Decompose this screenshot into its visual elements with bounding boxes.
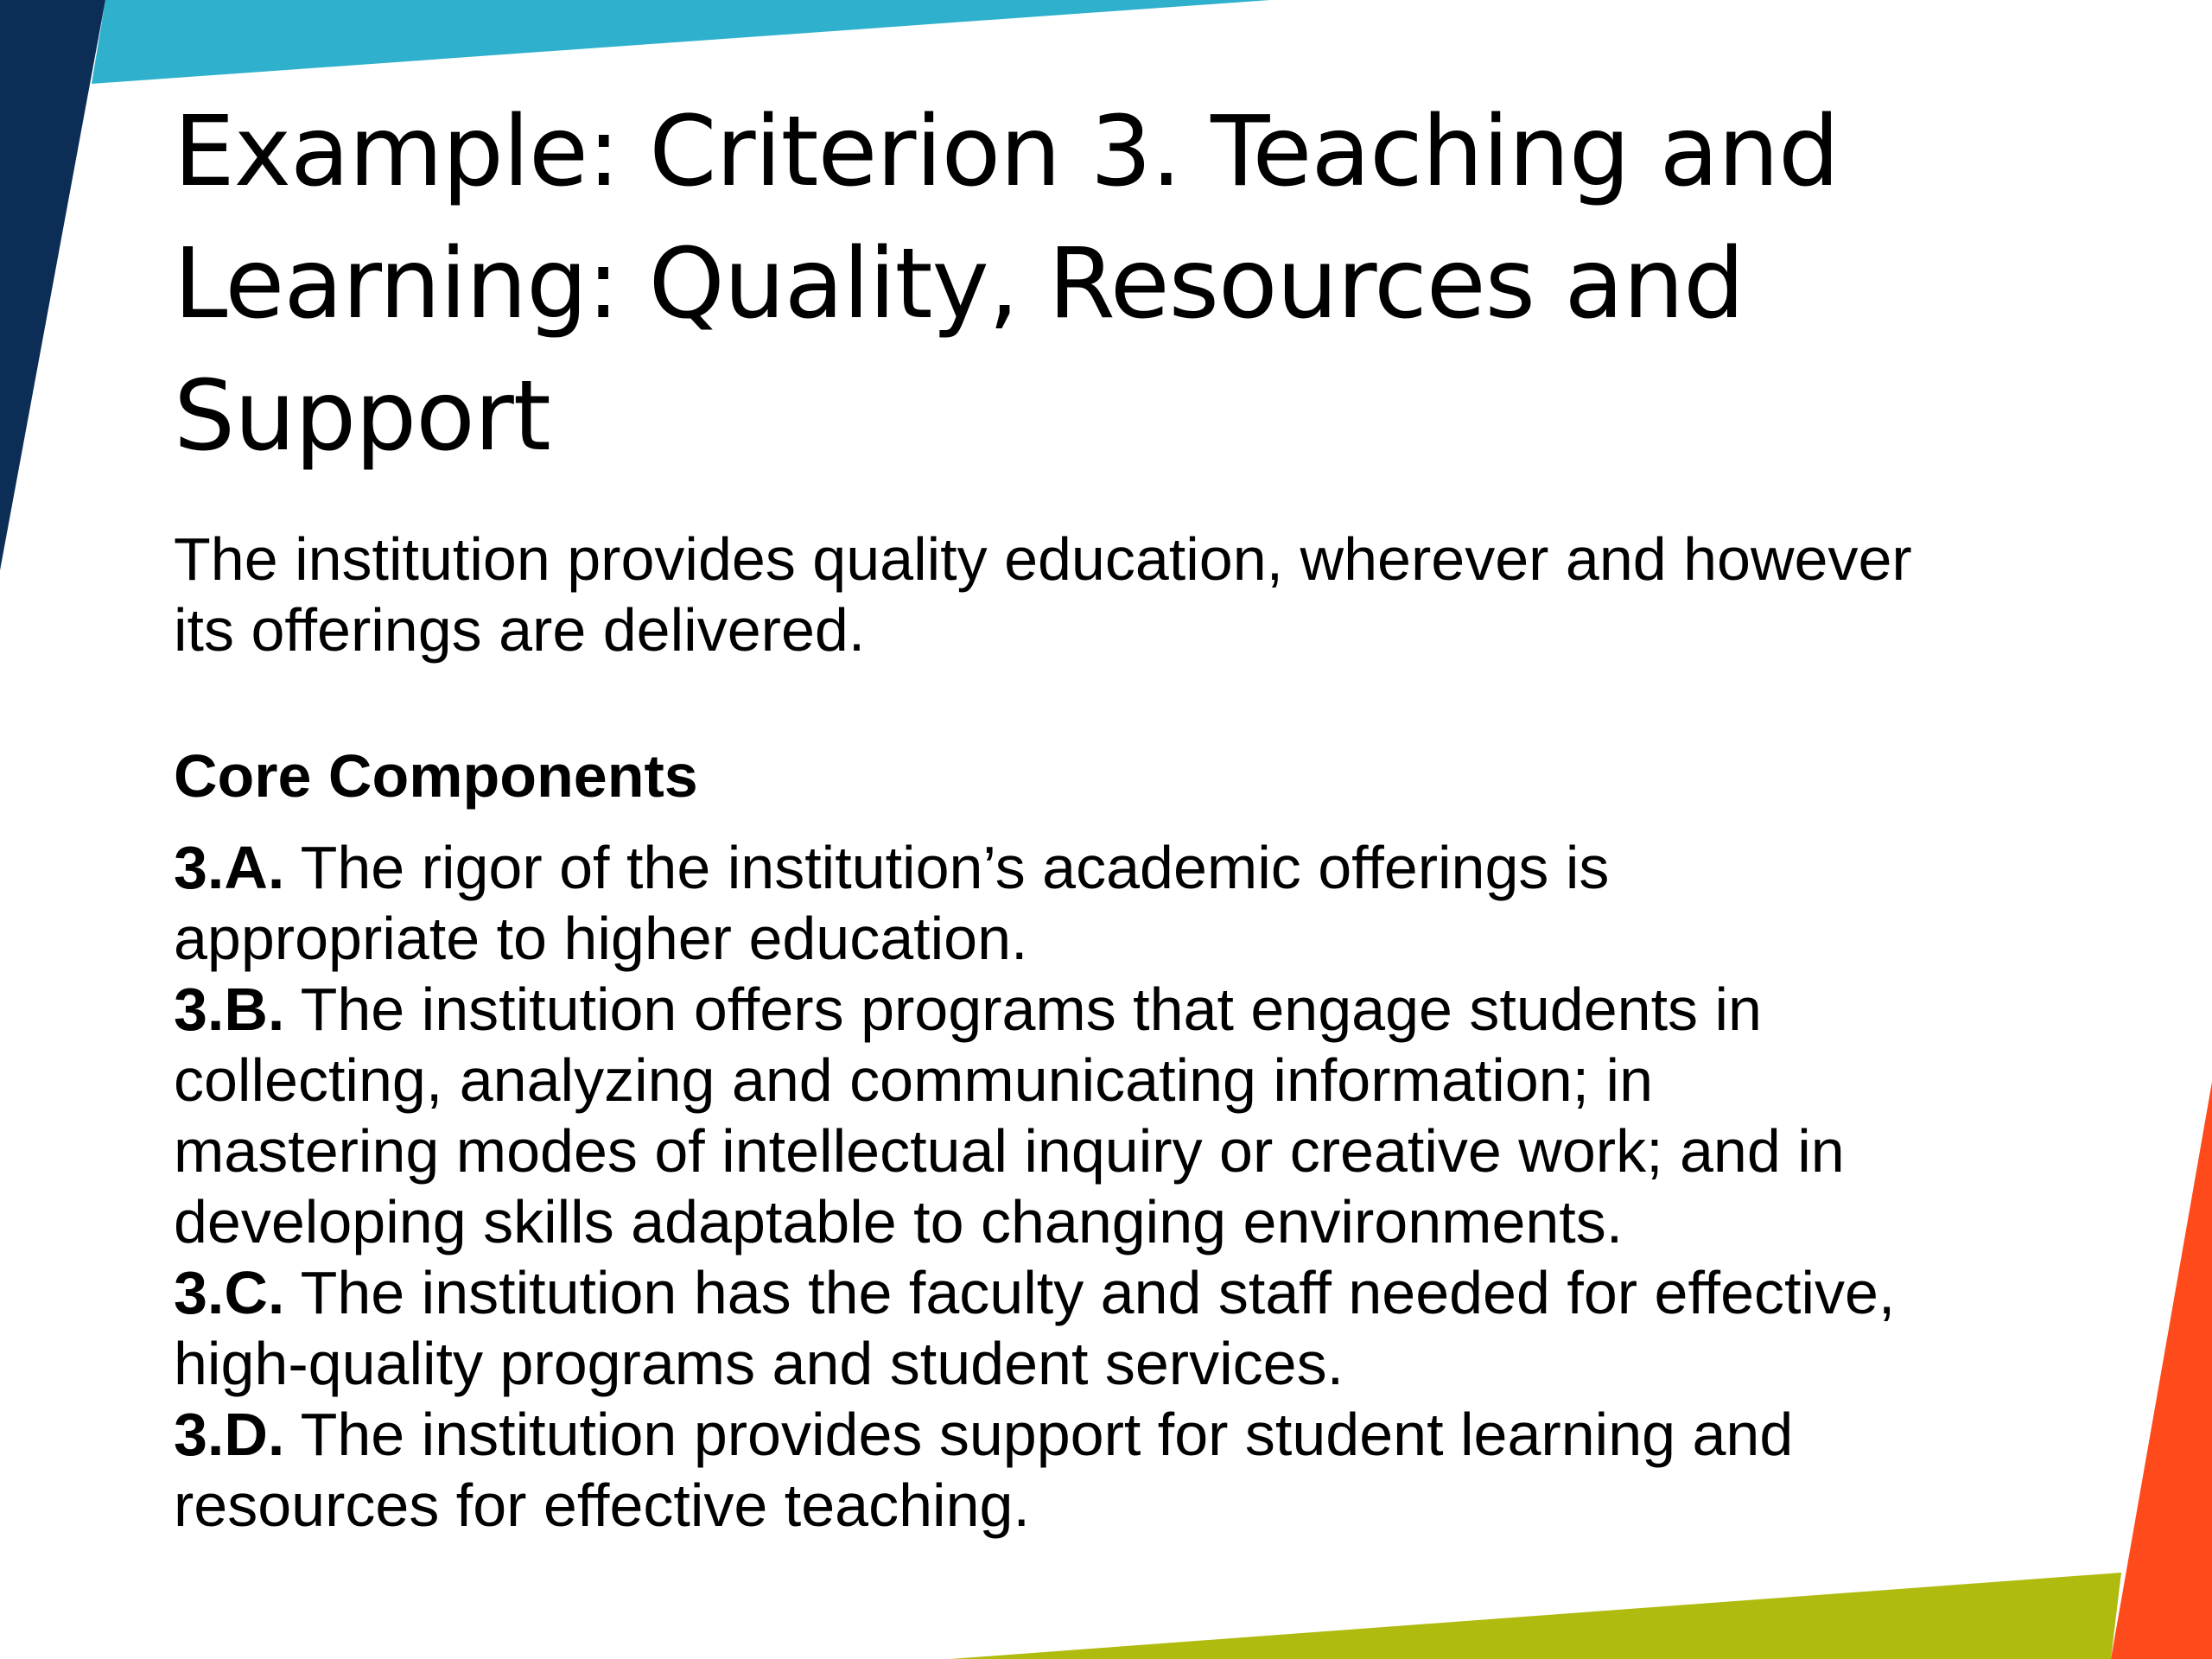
criterion-intro — [174, 524, 2161, 665]
component-line — [174, 1257, 2161, 1328]
component-line — [174, 1399, 2161, 1470]
navy-band — [0, 0, 105, 570]
component-3a — [174, 832, 2161, 974]
component-line: developing skills adaptable to changing environments. — [174, 1188, 1624, 1255]
component-line: resources for effective teaching. — [174, 1471, 1030, 1539]
component-text: The institution offers programs that engage students in — [284, 976, 1762, 1043]
slide-title — [174, 86, 2126, 483]
component-text: The institution provides support for student learning and — [284, 1401, 1794, 1468]
intro-line: The institution provides quality education, wherever and however — [174, 525, 1912, 593]
component-id: 3.C. — [174, 1259, 285, 1326]
teal-band — [92, 0, 1270, 84]
title-line: Support — [174, 360, 550, 473]
component-line: mastering modes of intellectual inquiry or creative work; and in — [174, 1117, 1845, 1185]
core-components-heading: Core Components — [174, 742, 698, 810]
component-line — [174, 974, 2161, 1045]
component-text: The institution has the faculty and staff needed for effective, — [284, 1259, 1896, 1326]
title-line: Learning: Quality, Resources and — [174, 228, 1745, 340]
component-line — [174, 832, 2161, 903]
component-3b — [174, 974, 2161, 1257]
component-line: collecting, analyzing and communicating information; in — [174, 1046, 1654, 1114]
core-components-list — [174, 832, 2161, 1541]
component-line: appropriate to higher education. — [174, 905, 1028, 972]
component-id: 3.D. — [174, 1401, 285, 1468]
title-line: Example: Criterion 3. Teaching and — [174, 96, 1840, 208]
component-3c — [174, 1257, 2161, 1399]
intro-line: its offerings are delivered. — [174, 596, 866, 664]
component-3d — [174, 1399, 2161, 1541]
component-text: The rigor of the institution’s academic offerings is — [284, 834, 1610, 901]
component-id: 3.A. — [174, 834, 285, 901]
olive-band — [950, 1573, 2121, 1659]
component-line: high-quality programs and student services. — [174, 1330, 1344, 1397]
component-id: 3.B. — [174, 976, 285, 1043]
